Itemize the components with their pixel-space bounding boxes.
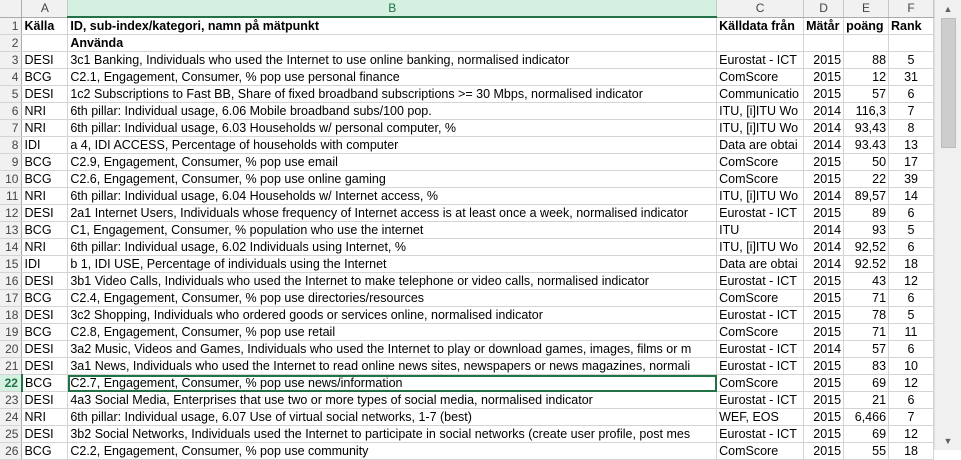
cell-source[interactable]: DESI (22, 307, 68, 324)
cell-indicator[interactable]: Använda (68, 35, 717, 52)
cell-indicator[interactable]: C2.2, Engagement, Consumer, % pop use community (68, 443, 717, 460)
cell-source[interactable]: IDI (22, 137, 68, 154)
cell-rank[interactable]: 13 (889, 137, 934, 154)
table-row (0, 307, 934, 324)
cell-source[interactable]: DESI (22, 358, 68, 375)
cell-source[interactable]: NRI (22, 103, 68, 120)
table-row (0, 171, 934, 188)
cell-indicator[interactable]: C2.7, Engagement, Consumer, % pop use news/information (68, 375, 717, 392)
cell-data-source[interactable] (717, 35, 804, 52)
cell-rank[interactable]: 39 (889, 171, 934, 188)
cell-data-source[interactable]: ComScore (717, 171, 804, 188)
select-all-corner[interactable] (0, 0, 22, 17)
cell-year[interactable]: 2014 (804, 222, 844, 239)
cell-indicator[interactable]: C2.9, Engagement, Consumer, % pop use email (68, 154, 717, 171)
cell-indicator[interactable]: 6th pillar: Individual usage, 6.03 Households w/ personal computer, % (68, 120, 717, 137)
row-header[interactable]: 11 (0, 188, 22, 205)
table-row (0, 392, 934, 409)
table-row (0, 426, 934, 443)
cell-indicator[interactable]: b 1, IDI USE, Percentage of individuals using the Internet (68, 256, 717, 273)
cell-year[interactable]: Mätår (804, 17, 844, 35)
cell-data-source[interactable]: ComScore (717, 324, 804, 341)
table-row (0, 409, 934, 426)
row-header[interactable]: 22 (0, 375, 22, 392)
cell-source[interactable]: NRI (22, 188, 68, 205)
cell-source[interactable]: BCG (22, 154, 68, 171)
cell-year[interactable]: 2015 (804, 443, 844, 460)
cell-score[interactable] (844, 35, 889, 52)
cell-source[interactable]: DESI (22, 205, 68, 222)
table-row (0, 188, 934, 205)
cell-indicator[interactable]: 1c2 Subscriptions to Fast BB, Share of fixed broadband subscriptions >= 30 Mbps, normalised indicator (68, 86, 717, 103)
cell-source[interactable]: BCG (22, 375, 68, 392)
cell-indicator[interactable]: 3c1 Banking, Individuals who used the Internet to use online banking, normalised indicator (68, 52, 717, 69)
row-header[interactable]: 9 (0, 154, 22, 171)
cell-score[interactable]: 57 (844, 341, 889, 358)
cell-score[interactable]: 71 (844, 290, 889, 307)
cell-indicator[interactable]: 6th pillar: Individual usage, 6.06 Mobile broadband subs/100 pop. (68, 103, 717, 120)
cell-year[interactable]: 2015 (804, 392, 844, 409)
table-row (0, 341, 934, 358)
cell-indicator[interactable]: C2.4, Engagement, Consumer, % pop use directories/resources (68, 290, 717, 307)
scrollbar-thumb[interactable] (941, 18, 956, 148)
row-header[interactable]: 1 (0, 17, 22, 35)
column-header-f[interactable]: F (889, 0, 934, 17)
table-row (0, 205, 934, 222)
cell-score[interactable]: 69 (844, 375, 889, 392)
column-header-a[interactable]: A (22, 0, 68, 17)
cell-rank[interactable]: 7 (889, 103, 934, 120)
cell-rank[interactable]: 11 (889, 324, 934, 341)
row-header[interactable]: 13 (0, 222, 22, 239)
cell-data-source[interactable]: WEF, EOS (717, 409, 804, 426)
table-row (0, 35, 934, 52)
cell-score[interactable]: 71 (844, 324, 889, 341)
table-row (0, 290, 934, 307)
table-row (0, 273, 934, 290)
cell-score[interactable]: 21 (844, 392, 889, 409)
cell-rank[interactable]: 14 (889, 188, 934, 205)
cell-rank[interactable]: 5 (889, 307, 934, 324)
cell-indicator[interactable]: C2.1, Engagement, Consumer, % pop use personal finance (68, 69, 717, 86)
row-header[interactable]: 12 (0, 205, 22, 222)
table-row (0, 324, 934, 341)
row-header[interactable]: 4 (0, 69, 22, 86)
cell-source[interactable]: Källa (22, 17, 68, 35)
column-header-b[interactable]: B (68, 0, 717, 17)
cell-score[interactable]: 78 (844, 307, 889, 324)
cell-source[interactable] (22, 35, 68, 52)
cell-year[interactable]: 2015 (804, 52, 844, 69)
row-header[interactable]: 26 (0, 443, 22, 460)
cell-year[interactable]: 2015 (804, 409, 844, 426)
cell-score[interactable]: 12 (844, 69, 889, 86)
row-header[interactable]: 16 (0, 273, 22, 290)
column-header-c[interactable]: C (717, 0, 804, 17)
cell-score[interactable]: 88 (844, 52, 889, 69)
cell-score[interactable]: 6,466 (844, 409, 889, 426)
table-row (0, 120, 934, 137)
cell-score[interactable]: 57 (844, 86, 889, 103)
cell-year[interactable]: 2014 (804, 239, 844, 256)
cell-rank[interactable]: 5 (889, 52, 934, 69)
cell-data-source[interactable]: Eurostat - ICT (717, 341, 804, 358)
cell-rank[interactable]: 5 (889, 222, 934, 239)
cell-rank[interactable]: 6 (889, 86, 934, 103)
cell-indicator[interactable]: 3a2 Music, Videos and Games, Individuals who used the Internet to play or download games, images, films or m (68, 341, 717, 358)
cell-score[interactable]: 92,52 (844, 239, 889, 256)
cell-indicator[interactable]: 6th pillar: Individual usage, 6.02 Individuals using Internet, % (68, 239, 717, 256)
cell-year[interactable]: 2015 (804, 154, 844, 171)
cell-rank[interactable]: 31 (889, 69, 934, 86)
cell-data-source[interactable]: ITU, [i]ITU Wo (717, 239, 804, 256)
cell-indicator[interactable]: C1, Engagement, Consumer, % population who use the internet (68, 222, 717, 239)
cell-data-source[interactable]: Eurostat - ICT (717, 358, 804, 375)
cell-source[interactable]: BCG (22, 443, 68, 460)
cell-indicator[interactable]: 6th pillar: Individual usage, 6.04 Households w/ Internet access, % (68, 188, 717, 205)
cell-data-source[interactable]: Data are obtai (717, 137, 804, 154)
cell-source[interactable]: NRI (22, 120, 68, 137)
cell-rank[interactable]: 6 (889, 341, 934, 358)
cell-rank[interactable]: 7 (889, 409, 934, 426)
cell-source[interactable]: BCG (22, 290, 68, 307)
cell-indicator[interactable]: 2a1 Internet Users, Individuals whose frequency of Internet access is at least once a week, normalised indicator (68, 205, 717, 222)
cell-indicator[interactable]: 3b2 Social Networks, Individuals used the Internet to participate in social networks (create user profile, post mes (68, 426, 717, 443)
row-header[interactable]: 3 (0, 52, 22, 69)
cell-data-source[interactable]: ITU, [i]ITU Wo (717, 188, 804, 205)
cell-indicator[interactable]: 4a3 Social Media, Enterprises that use two or more types of social media, normalised indicator (68, 392, 717, 409)
table-row (0, 358, 934, 375)
table-row (0, 222, 934, 239)
cell-rank[interactable]: 10 (889, 358, 934, 375)
cell-year[interactable]: 2014 (804, 120, 844, 137)
cell-rank[interactable]: Rank (889, 17, 934, 35)
cell-source[interactable]: BCG (22, 324, 68, 341)
table-row (0, 154, 934, 171)
cell-rank[interactable]: 12 (889, 273, 934, 290)
cell-source[interactable]: NRI (22, 239, 68, 256)
cell-rank[interactable]: 17 (889, 154, 934, 171)
cell-data-source[interactable]: Källdata från (717, 17, 804, 35)
cell-data-source[interactable]: Data are obtai (717, 256, 804, 273)
cell-year[interactable]: 2014 (804, 341, 844, 358)
cell-data-source[interactable]: Eurostat - ICT (717, 52, 804, 69)
cell-source[interactable]: DESI (22, 52, 68, 69)
row-header[interactable]: 8 (0, 137, 22, 154)
cell-data-source[interactable]: Eurostat - ICT (717, 307, 804, 324)
scroll-down-icon[interactable]: ▼ (943, 436, 953, 446)
cell-rank[interactable]: 12 (889, 375, 934, 392)
row-header[interactable]: 5 (0, 86, 22, 103)
row-header[interactable]: 15 (0, 256, 22, 273)
cell-year[interactable]: 2015 (804, 375, 844, 392)
cell-rank[interactable]: 6 (889, 205, 934, 222)
row-header[interactable]: 19 (0, 324, 22, 341)
row-header[interactable]: 25 (0, 426, 22, 443)
cell-score[interactable]: 43 (844, 273, 889, 290)
row-header[interactable]: 10 (0, 171, 22, 188)
cell-score[interactable]: 89,57 (844, 188, 889, 205)
row-header[interactable]: 20 (0, 341, 22, 358)
row-header[interactable]: 18 (0, 307, 22, 324)
cell-data-source[interactable]: Eurostat - ICT (717, 392, 804, 409)
column-header-e[interactable]: E (844, 0, 889, 17)
table-row (0, 239, 934, 256)
cell-data-source[interactable]: Communicatio (717, 86, 804, 103)
table-row (0, 256, 934, 273)
cell-data-source[interactable]: Eurostat - ICT (717, 205, 804, 222)
cell-year[interactable]: 2014 (804, 137, 844, 154)
row-header[interactable]: 2 (0, 35, 22, 52)
column-header-row (0, 0, 934, 17)
cell-year[interactable]: 2014 (804, 103, 844, 120)
cell-year[interactable]: 2015 (804, 69, 844, 86)
table-row (0, 69, 934, 86)
cell-score[interactable]: 93,43 (844, 120, 889, 137)
cell-year[interactable]: 2014 (804, 188, 844, 205)
table-row (0, 17, 934, 35)
row-header[interactable]: 23 (0, 392, 22, 409)
vertical-scrollbar[interactable] (934, 0, 961, 450)
cell-data-source[interactable]: ComScore (717, 443, 804, 460)
cell-score[interactable]: 116,3 (844, 103, 889, 120)
cell-source[interactable]: DESI (22, 392, 68, 409)
column-header-d[interactable]: D (804, 0, 844, 17)
cell-source[interactable]: BCG (22, 69, 68, 86)
table-row (0, 52, 934, 69)
scroll-up-icon[interactable]: ▲ (943, 4, 953, 14)
row-header[interactable]: 6 (0, 103, 22, 120)
cell-score[interactable]: 50 (844, 154, 889, 171)
cell-year[interactable]: 2015 (804, 171, 844, 188)
cell-source[interactable]: NRI (22, 409, 68, 426)
cell-data-source[interactable]: ComScore (717, 154, 804, 171)
cell-year[interactable]: 2015 (804, 273, 844, 290)
cell-indicator[interactable]: C2.8, Engagement, Consumer, % pop use retail (68, 324, 717, 341)
cell-indicator[interactable]: 3a1 News, Individuals who used the Internet to read online news sites, newspapers or news magazines, normali (68, 358, 717, 375)
cell-data-source[interactable]: ComScore (717, 290, 804, 307)
cell-rank[interactable]: 6 (889, 239, 934, 256)
cell-score[interactable]: 83 (844, 358, 889, 375)
cell-indicator[interactable]: 6th pillar: Individual usage, 6.07 Use of virtual social networks, 1-7 (best) (68, 409, 717, 426)
cell-indicator[interactable]: 3c2 Shopping, Individuals who ordered goods or services online, normalised indicator (68, 307, 717, 324)
cell-indicator[interactable]: ID, sub-index/kategori, namn på mätpunkt (68, 17, 717, 35)
table-row (0, 137, 934, 154)
cell-score[interactable]: 69 (844, 426, 889, 443)
cell-data-source[interactable]: ITU, [i]ITU Wo (717, 120, 804, 137)
cell-rank[interactable]: 8 (889, 120, 934, 137)
cell-year[interactable]: 2015 (804, 307, 844, 324)
cell-rank[interactable]: 18 (889, 443, 934, 460)
cell-year[interactable]: 2015 (804, 426, 844, 443)
cell-indicator[interactable]: C2.6, Engagement, Consumer, % pop use online gaming (68, 171, 717, 188)
cell-rank[interactable]: 12 (889, 426, 934, 443)
cell-indicator[interactable]: a 4, IDI ACCESS, Percentage of households with computer (68, 137, 717, 154)
cell-source[interactable]: DESI (22, 86, 68, 103)
row-header[interactable]: 24 (0, 409, 22, 426)
cell-score[interactable]: 22 (844, 171, 889, 188)
table-row (0, 443, 934, 460)
cell-score[interactable]: 93 (844, 222, 889, 239)
cell-data-source[interactable]: ITU (717, 222, 804, 239)
cell-year[interactable]: 2015 (804, 358, 844, 375)
cell-year[interactable]: 2015 (804, 324, 844, 341)
cell-source[interactable]: DESI (22, 341, 68, 358)
cell-rank[interactable] (889, 35, 934, 52)
cell-rank[interactable]: 6 (889, 290, 934, 307)
cell-data-source[interactable]: Eurostat - ICT (717, 273, 804, 290)
cell-data-source[interactable]: ITU, [i]ITU Wo (717, 103, 804, 120)
cell-score[interactable]: 93.43 (844, 137, 889, 154)
cell-source[interactable]: DESI (22, 273, 68, 290)
cell-source[interactable]: BCG (22, 222, 68, 239)
table-row (0, 103, 934, 120)
cell-indicator[interactable]: 3b1 Video Calls, Individuals who used the Internet to make telephone or video calls, normalised indicator (68, 273, 717, 290)
cell-year[interactable] (804, 35, 844, 52)
cell-year[interactable]: 2015 (804, 86, 844, 103)
cell-source[interactable]: BCG (22, 171, 68, 188)
cell-rank[interactable]: 18 (889, 256, 934, 273)
cell-year[interactable]: 2014 (804, 256, 844, 273)
cell-score[interactable]: 92.52 (844, 256, 889, 273)
cell-year[interactable]: 2015 (804, 290, 844, 307)
table-row (0, 86, 934, 103)
cell-rank[interactable]: 6 (889, 392, 934, 409)
cell-source[interactable]: DESI (22, 426, 68, 443)
cell-data-source[interactable]: ComScore (717, 69, 804, 86)
row-header[interactable]: 17 (0, 290, 22, 307)
cell-data-source[interactable]: ComScore (717, 375, 804, 392)
cell-score[interactable]: poäng (844, 17, 889, 35)
cell-year[interactable]: 2015 (804, 205, 844, 222)
cell-score[interactable]: 89 (844, 205, 889, 222)
cell-data-source[interactable]: Eurostat - ICT (717, 426, 804, 443)
row-header[interactable]: 21 (0, 358, 22, 375)
row-header[interactable]: 14 (0, 239, 22, 256)
table-row (0, 375, 934, 392)
cell-score[interactable]: 55 (844, 443, 889, 460)
row-header[interactable]: 7 (0, 120, 22, 137)
cell-source[interactable]: IDI (22, 256, 68, 273)
